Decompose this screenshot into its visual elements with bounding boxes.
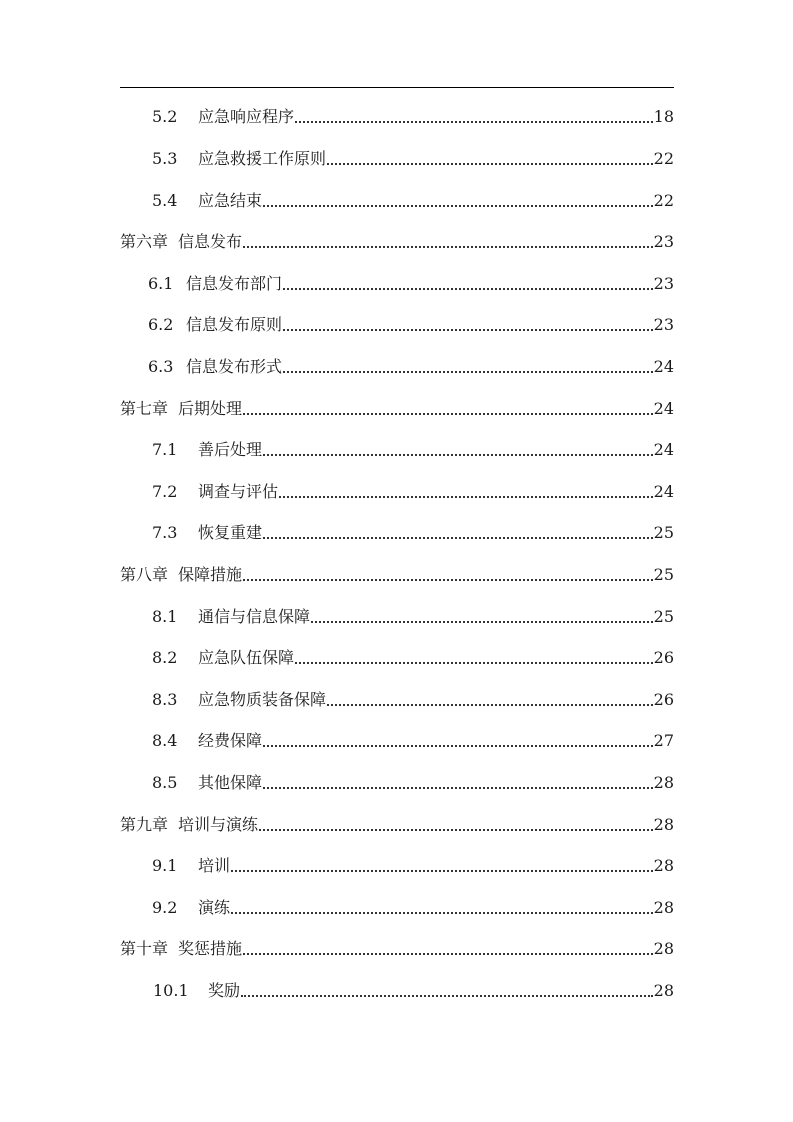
toc-entry-page: 24 (653, 399, 674, 418)
toc-entry[interactable] (152, 730, 674, 752)
toc-entry-number: 7.1 (152, 440, 178, 459)
toc-entry-number: 8.3 (152, 690, 178, 709)
toc-entry[interactable] (148, 314, 674, 336)
toc-entry-title: 应急结束 (198, 191, 263, 210)
toc-entry-page: 28 (653, 981, 674, 1000)
toc-entry-number: 7.2 (152, 482, 178, 501)
toc-entry-title: 应急物质装备保障 (198, 690, 327, 709)
toc-entry[interactable] (152, 897, 674, 919)
dot-leader (243, 953, 653, 955)
toc-entry[interactable] (152, 855, 674, 877)
toc-entry-page: 24 (653, 482, 674, 501)
toc-entry-title: 演练 (198, 898, 231, 917)
toc-entry[interactable] (152, 106, 674, 128)
toc-entry-page: 27 (653, 731, 674, 750)
toc-entry-page: 23 (653, 232, 674, 251)
dot-leader (283, 371, 653, 373)
header-rule (120, 87, 674, 88)
toc-entry[interactable] (152, 148, 674, 170)
toc-entry[interactable] (152, 522, 674, 544)
toc-chapter-number: 第六章 (120, 232, 169, 251)
toc-entry-page: 28 (653, 898, 674, 917)
toc-entry[interactable] (152, 606, 674, 628)
toc-entry-title: 通信与信息保障 (198, 607, 311, 626)
toc-entry-number: 5.4 (152, 191, 178, 210)
dot-leader (231, 870, 653, 872)
toc-entry-title: 应急响应程序 (198, 107, 295, 126)
toc-entry-title: 其他保障 (198, 773, 263, 792)
dot-leader (231, 912, 653, 914)
toc-entry-title: 信息发布部门 (186, 274, 283, 293)
dot-leader (243, 413, 653, 415)
toc-entry-title: 奖励 (208, 981, 241, 1000)
dot-leader (283, 329, 653, 331)
toc-entry[interactable] (152, 439, 674, 461)
toc-chapter-entry[interactable] (120, 814, 674, 836)
toc-entry-number: 8.2 (152, 648, 178, 667)
dot-leader (295, 662, 653, 664)
toc-entry[interactable] (152, 481, 674, 503)
toc-entry[interactable] (152, 772, 674, 794)
toc-entry-title: 恢复重建 (198, 523, 263, 542)
toc-chapter-entry[interactable] (120, 398, 674, 420)
toc-entry-title: 善后处理 (198, 440, 263, 459)
toc-entry[interactable] (148, 273, 674, 295)
toc-entry-number: 8.5 (152, 773, 178, 792)
toc-entry-page: 25 (653, 565, 674, 584)
toc-chapter-title: 后期处理 (178, 399, 243, 418)
toc-entry-page: 26 (653, 648, 674, 667)
toc-chapter-title: 培训与演练 (178, 815, 259, 834)
toc-chapter-title: 奖惩措施 (178, 939, 243, 958)
dot-leader (259, 829, 653, 831)
toc-entry-number: 8.1 (152, 607, 178, 626)
toc-entry-page: 24 (653, 440, 674, 459)
toc-entry-title: 信息发布原则 (186, 315, 283, 334)
toc-entry-title: 应急队伍保障 (198, 648, 295, 667)
toc-chapter-number: 第九章 (120, 815, 169, 834)
toc-entry-page: 23 (653, 274, 674, 293)
toc-entry[interactable] (152, 647, 674, 669)
dot-leader (241, 995, 653, 997)
toc-entry[interactable] (152, 190, 674, 212)
toc-entry-page: 25 (653, 523, 674, 542)
dot-leader (279, 496, 653, 498)
dot-leader (263, 745, 653, 747)
toc-chapter-title: 保障措施 (178, 565, 243, 584)
dot-leader (263, 537, 653, 539)
dot-leader (295, 121, 653, 123)
toc-chapter-number: 第七章 (120, 399, 169, 418)
toc-entry-number: 9.2 (152, 898, 178, 917)
toc-chapter-entry[interactable] (120, 938, 674, 960)
toc-entry-title: 应急救援工作原则 (198, 149, 327, 168)
toc-entry-page: 22 (653, 191, 674, 210)
dot-leader (283, 288, 653, 290)
toc-entry[interactable] (148, 356, 674, 378)
toc-entry-page: 28 (653, 856, 674, 875)
toc-entry-page: 28 (653, 939, 674, 958)
dot-leader (263, 205, 653, 207)
toc-entry-page: 28 (653, 773, 674, 792)
toc-entry-title: 调查与评估 (198, 482, 279, 501)
toc-chapter-title: 信息发布 (178, 232, 243, 251)
toc-entry-number: 6.1 (148, 274, 174, 293)
dot-leader (263, 787, 653, 789)
toc-entry-number: 6.3 (148, 357, 174, 376)
dot-leader (311, 621, 653, 623)
toc-entry-page: 25 (653, 607, 674, 626)
toc-entry-number: 5.3 (152, 149, 178, 168)
toc-entry-page: 26 (653, 690, 674, 709)
toc-entry-title: 经费保障 (198, 731, 263, 750)
toc-entry-number: 7.3 (152, 523, 178, 542)
toc-entry-number: 10.1 (153, 981, 189, 1000)
toc-entry-page: 22 (653, 149, 674, 168)
dot-leader (243, 246, 653, 248)
toc-entry-number: 9.1 (152, 856, 178, 875)
toc-chapter-number: 第十章 (120, 939, 169, 958)
toc-entry-number: 6.2 (148, 315, 174, 334)
toc-entry[interactable] (153, 980, 674, 1002)
toc-entry-page: 24 (653, 357, 674, 376)
toc-chapter-entry[interactable] (120, 231, 674, 253)
toc-entry-number: 5.2 (152, 107, 178, 126)
toc-entry-number: 8.4 (152, 731, 178, 750)
toc-entry-title: 信息发布形式 (186, 357, 283, 376)
dot-leader (327, 163, 653, 165)
dot-leader (243, 579, 653, 581)
toc-entry-page: 18 (653, 107, 674, 126)
toc-entry-page: 28 (653, 815, 674, 834)
toc-chapter-number: 第八章 (120, 565, 169, 584)
toc-chapter-entry[interactable] (120, 564, 674, 586)
toc-entry-title: 培训 (198, 856, 231, 875)
dot-leader (263, 454, 653, 456)
toc-entry-page: 23 (653, 315, 674, 334)
dot-leader (327, 704, 653, 706)
toc-entry[interactable] (152, 689, 674, 711)
